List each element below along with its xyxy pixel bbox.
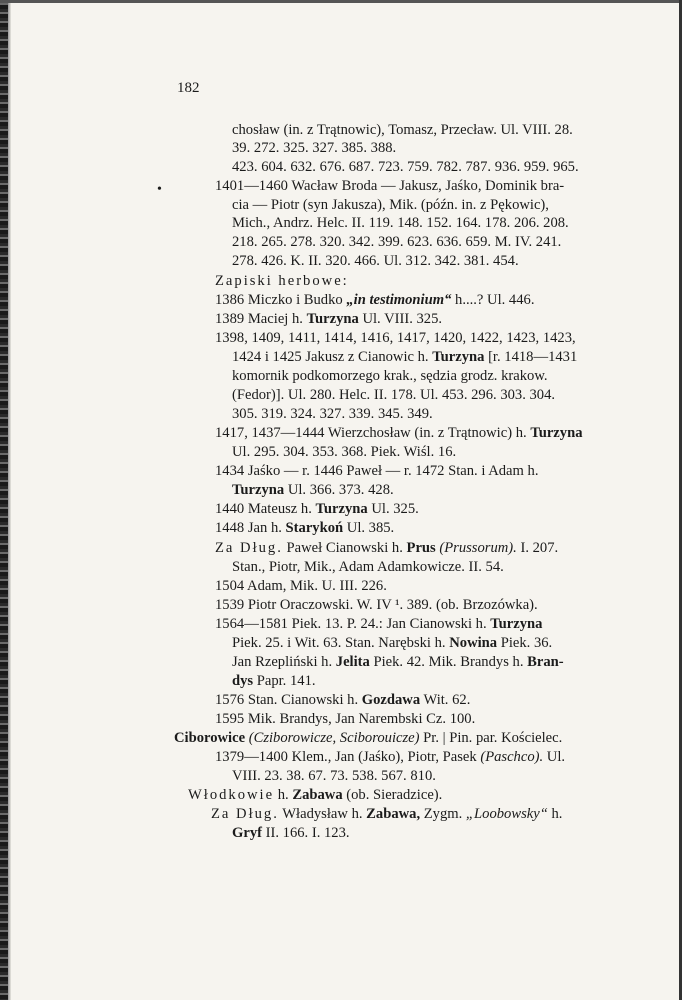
text-line: 1379—1400 Klem., Jan (Jaśko), Piotr, Pasek (Paschco). Ul.: [215, 749, 566, 765]
text-line: chosław (in. z Trątnowic), Tomasz, Przecław. Ul. VIII. 28.: [232, 122, 573, 138]
text-line: 1440 Mateusz h. Turzyna Ul. 325.: [215, 501, 419, 517]
text-line: 1595 Mik. Brandys, Jan Narembski Cz. 100.: [215, 711, 476, 727]
text-line: 1504 Adam, Mik. U. III. 226.: [215, 578, 387, 594]
text-line: 278. 426. K. II. 320. 466. Ul. 312. 342. 381. 454.: [232, 253, 519, 269]
text-line: 1401—1460 Wacław Broda — Jakusz, Jaśko, Dominik bra-: [215, 178, 565, 194]
text-line: Jan Rzepliński h. Jelita Piek. 42. Mik. Brandys h. Bran-: [232, 654, 564, 670]
entry-heading: Ciborowice (Cziborowicze, Sciborouicze) Pr. | Pin. par. Kościelec.: [174, 730, 563, 746]
text-line: 1448 Jan h. Starykoń Ul. 385.: [215, 520, 395, 536]
text-line: Gryf II. 166. I. 123.: [232, 825, 350, 841]
text-line: Piek. 25. i Wit. 63. Stan. Narębski h. Nowina Piek. 36.: [232, 635, 553, 651]
text-line: 423. 604. 632. 676. 687. 723. 759. 782. 787. 936. 959. 965.: [232, 159, 579, 175]
page-number: 182: [177, 80, 200, 96]
text-line: 1417, 1437—1444 Wierzchosław (in. z Trątnowic) h. Turzyna: [215, 425, 583, 441]
book-gutter: [8, 0, 11, 1000]
section-heading: Zapiski herbowe:: [215, 273, 349, 289]
scan-top-edge: [0, 0, 682, 3]
text-line: 1389 Maciej h. Turzyna Ul. VIII. 325.: [215, 311, 443, 327]
text-line: Ul. 295. 304. 353. 368. Piek. Wiśl. 16.: [232, 444, 457, 460]
text-line: 218. 265. 278. 320. 342. 399. 623. 636. 659. M. IV. 241.: [232, 234, 562, 250]
text-line: Turzyna Ul. 366. 373. 428.: [232, 482, 394, 498]
text-line: cia — Piotr (syn Jakusza), Mik. (późn. in. z Pękowic),: [232, 197, 549, 213]
text-line: Mich., Andrz. Helc. II. 119. 148. 152. 164. 178. 206. 208.: [232, 215, 569, 231]
bullet-mark: •: [157, 182, 162, 197]
text-line: Za Dług. Paweł Cianowski h. Prus (Prussorum). I. 207.: [215, 540, 559, 556]
text-line: 305. 319. 324. 327. 339. 345. 349.: [232, 406, 433, 422]
text-line: Stan., Piotr, Mik., Adam Adamkowicze. II. 54.: [232, 559, 504, 575]
text-line: 1576 Stan. Cianowski h. Gozdawa Wit. 62.: [215, 692, 471, 708]
book-spine-shadow: [0, 0, 8, 1000]
text-line: 1539 Piotr Oraczowski. W. IV ¹. 389. (ob. Brzozówka).: [215, 597, 538, 613]
text-line: 1398, 1409, 1411, 1414, 1416, 1417, 1420, 1422, 1423, 1423,: [215, 330, 576, 346]
text-line: 1434 Jaśko — r. 1446 Paweł — r. 1472 Stan. i Adam h.: [215, 463, 539, 479]
text-line: Za Dług. Władysław h. Zabawa, Zygm. „Loobowsky“ h.: [211, 806, 563, 822]
text-line: 1564—1581 Piek. 13. P. 24.: Jan Cianowski h. Turzyna: [215, 616, 543, 632]
text-line: komornik podkomorzego krak., sędzia grodz. krakow.: [232, 368, 548, 384]
text-line: 1386 Miczko i Budko „in testimonium“ h....? Ul. 446.: [215, 292, 535, 308]
text-line: 39. 272. 325. 327. 385. 388.: [232, 140, 397, 156]
text-line: VIII. 23. 38. 67. 73. 538. 567. 810.: [232, 768, 436, 784]
text-line: dys Papr. 141.: [232, 673, 316, 689]
text-line: 1424 i 1425 Jakusz z Cianowic h. Turzyna [r. 1418—1431: [232, 349, 578, 365]
text-line: Włodkowie h. Zabawa (ob. Sieradzice).: [188, 787, 443, 803]
text-line: (Fedor)]. Ul. 280. Helc. II. 178. Ul. 453. 296. 303. 304.: [232, 387, 556, 403]
